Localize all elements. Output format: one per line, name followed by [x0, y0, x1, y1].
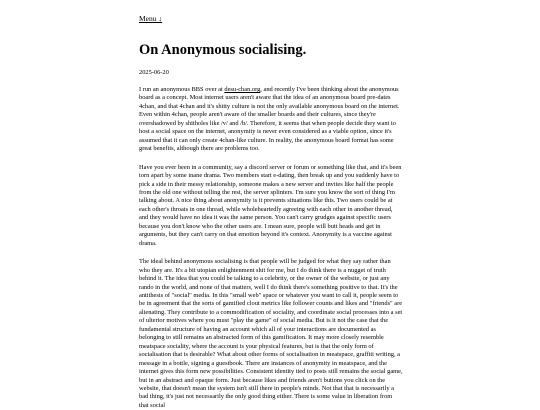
article-container: [139, 8, 403, 410]
paragraph-2: Have you ever been in a community, say a discord server or forum or something like that, and it's been torn apart by some inane drama. Two members start e-dating, then break up and you suddenly have to pick a side in their messy relationship, someone makes a new server and invites like half the people from the old one without telling the rest, the server splinters. I'm sure you know the sort of thing I'm talking about. A nice thing about anonymity is it prevents situations like this. Two users could be at each other's throats in one thread, while wholeheartedly agreeing with each other in another thread, and they would have no idea it was the same person. You can't carry grudges against specific users because you don't know who the other users are. I mean sure, people will butt heads and get in arguments, but they can't carry on that emotion beyond it's context. Anonymity is a vaccine against drama.: [139, 163, 402, 247]
paragraph-1-text-before: I run an anonymous BBS over at: [139, 86, 225, 93]
menu-link[interactable]: Menu ↓: [139, 14, 163, 23]
paragraph-1: [139, 86, 403, 154]
desu-chan-link[interactable]: desu-chan.org: [224, 86, 261, 93]
paragraph-3: The ideal behind anonymous socialising is that people will be judged for what they say rather than who they are. It's a bit utopian enlightenment shit for me, but I do think there is a nugget of truth behind it. The idea that you could be talking to a celebrity, or the owner of the website, or just any rando in the world, and none of that matters, well I do think there's something positive to that. It's the antithesis of "social" media. In this "small web" space or whatever you want to call it, people seem to be in agreement that the sorts of gamified clout metrics like follower counts and likes and "friends" are alienating. They contribute to a commodification of sociality, and coordinate social processes into a set of ulterior motives where you must "play the game" of social media. But is it not the case that the fundamental structure of having an account which all of your interactions are documented as belonging to still remains an abstracted form of this gamification. It may more closely resemble meatspace sociality, where the account is your physical features, but is that the only form of socialisation that is desirable? What about other forms of socialisation in meatspace, graffiti writing, a message in a bottle, signing a guestbook. There are instances of anonymity in meatspace, and the internet gives this form new possibilities. Consistent identity tied to posts still remains the social game, but in an abstract and opaque form. Just because likes and friends aren't buttons you click on the website, that doesn't mean the system isn't still there in people's minds. Not that that is necessarily a bad thing, it's just not necessarily the only good thing either. There is some value in liberation from that social: [139, 258, 403, 409]
page-title: On Anonymous socialising.: [139, 42, 307, 58]
post-date: 2025-06-20: [139, 69, 169, 76]
paragraph-1-text-after: , and recently I've been thinking about the anonymous board as a concept. Most internet users aren't aware that the idea of an anonymous board pre-dates 4chan, and that 4chan and it's shitty culture is not the only available anonymous board on the internet. Even within 4chan, people aren't aware of the smaller boards and their cultures, since they're overshadowed by shitholes like /v/ and /b/. Therefore, it seems that when people decide they want to host a social space on the internet, anonymity is never even considered as a viable option, since it's assumed that it can only create 4chan-like culture. In reality, the anonymous board format has some great benefits, although there are problems too.: [139, 86, 400, 153]
